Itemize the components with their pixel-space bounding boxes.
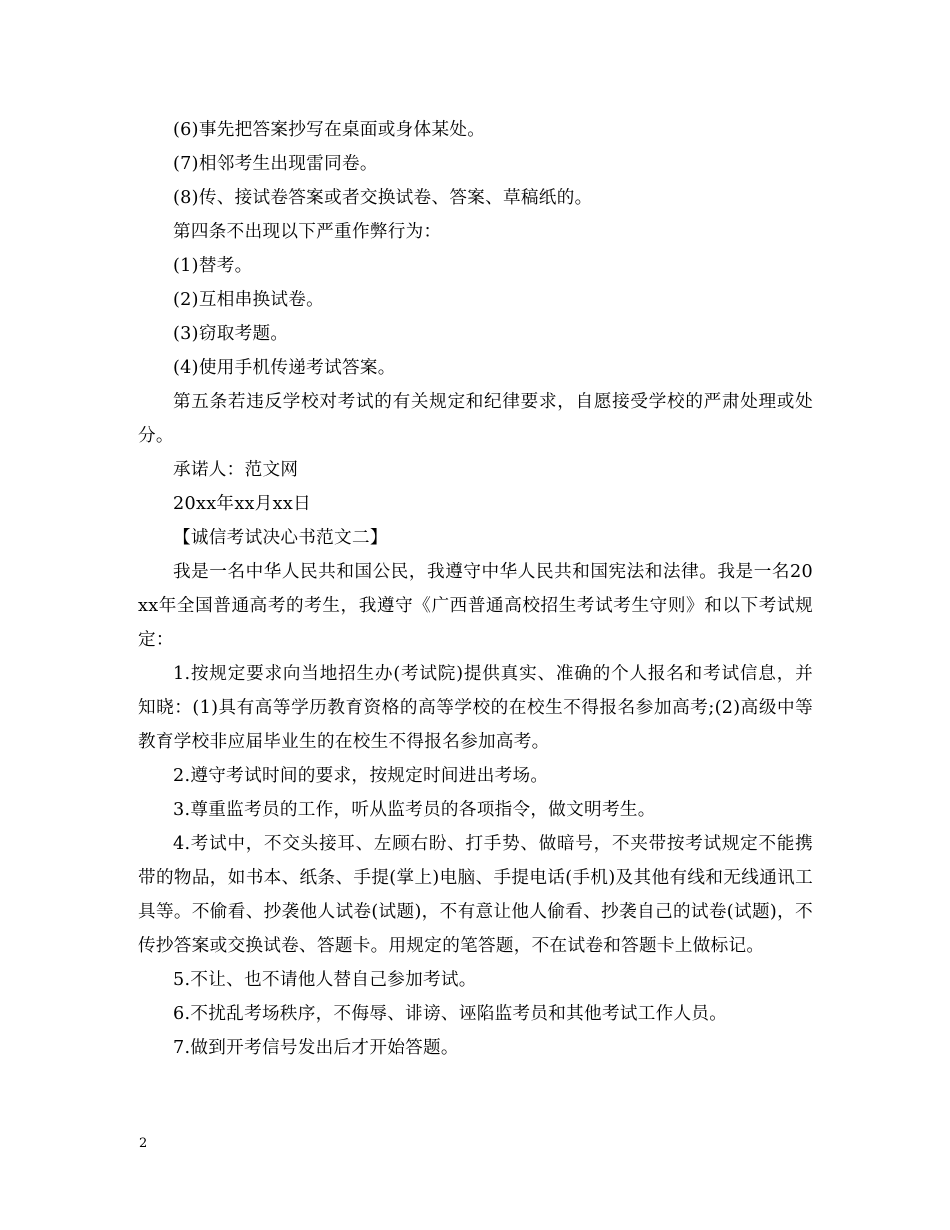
paragraph-subitem-3: (3)窃取考题。: [173, 324, 289, 344]
intro-paragraph: 我是一名中华人民共和国公民，我遵守中华人民共和国宪法和法律。我是一名20xx年全国普通高考的考生，我遵守《广西普通高校招生考试考生守则》和以下考试规定：: [138, 562, 813, 650]
date-line: 20xx年xx月xx日: [173, 494, 312, 514]
rule-item-7: 7.做到开考信号发出后才开始答题。: [173, 1038, 459, 1058]
pledger-line: 承诺人：范文网: [173, 460, 299, 480]
page-number: 2: [139, 1136, 148, 1151]
paragraph-item-6: (6)事先把答案抄写在桌面或身体某处。: [173, 120, 486, 140]
paragraph-item-7: (7)相邻考生出现雷同卷。: [173, 154, 378, 174]
document-body: [138, 113, 813, 1065]
article-four-heading: 第四条不出现以下严重作弊行为：: [173, 222, 442, 242]
rule-item-2: 2.遵守考试时间的要求，按规定时间进出考场。: [173, 766, 549, 786]
article-five-text: 第五条若违反学校对考试的有关规定和纪律要求，自愿接受学校的严肃处理或处分。: [138, 392, 813, 446]
rule-item-1: 1.按规定要求向当地招生办(考试院)提供真实、准确的个人报名和考试信息，并知晓：(1)具有高等学历教育资格的高等学校的在校生不得报名参加高考;(2)高级中等教育学校非应届毕业生的在校生不得报名参加高考。: [138, 664, 813, 752]
section-title: 【诚信考试决心书范文二】: [173, 528, 388, 548]
paragraph-subitem-2: (2)互相串换试卷。: [173, 290, 325, 310]
rule-item-5: 5.不让、也不请他人替自己参加考试。: [173, 970, 477, 990]
paragraph-subitem-1: (1)替考。: [173, 256, 253, 276]
rule-item-6: 6.不扰乱考场秩序，不侮辱、诽谤、诬陷监考员和其他考试工作人员。: [173, 1004, 728, 1024]
paragraph-item-8: (8)传、接试卷答案或者交换试卷、答案、草稿纸的。: [173, 188, 593, 208]
rule-item-3: 3.尊重监考员的工作，听从监考员的各项指令，做文明考生。: [173, 800, 656, 820]
paragraph-subitem-4: (4)使用手机传递考试答案。: [173, 358, 396, 378]
rule-item-4: 4.考试中，不交头接耳、左顾右盼、打手势、做暗号，不夹带按考试规定不能携带的物品，如书本、纸条、手提(掌上)电脑、手提电话(手机)及其他有线和无线通讯工具等。不偷看、抄袭他人试卷(试题)，不有意让他人偷看、抄袭自己的试卷(试题)，不传抄答案或交换试卷、答题卡。用规定的笔答题，不在试卷和答题卡上做标记。: [138, 834, 813, 956]
